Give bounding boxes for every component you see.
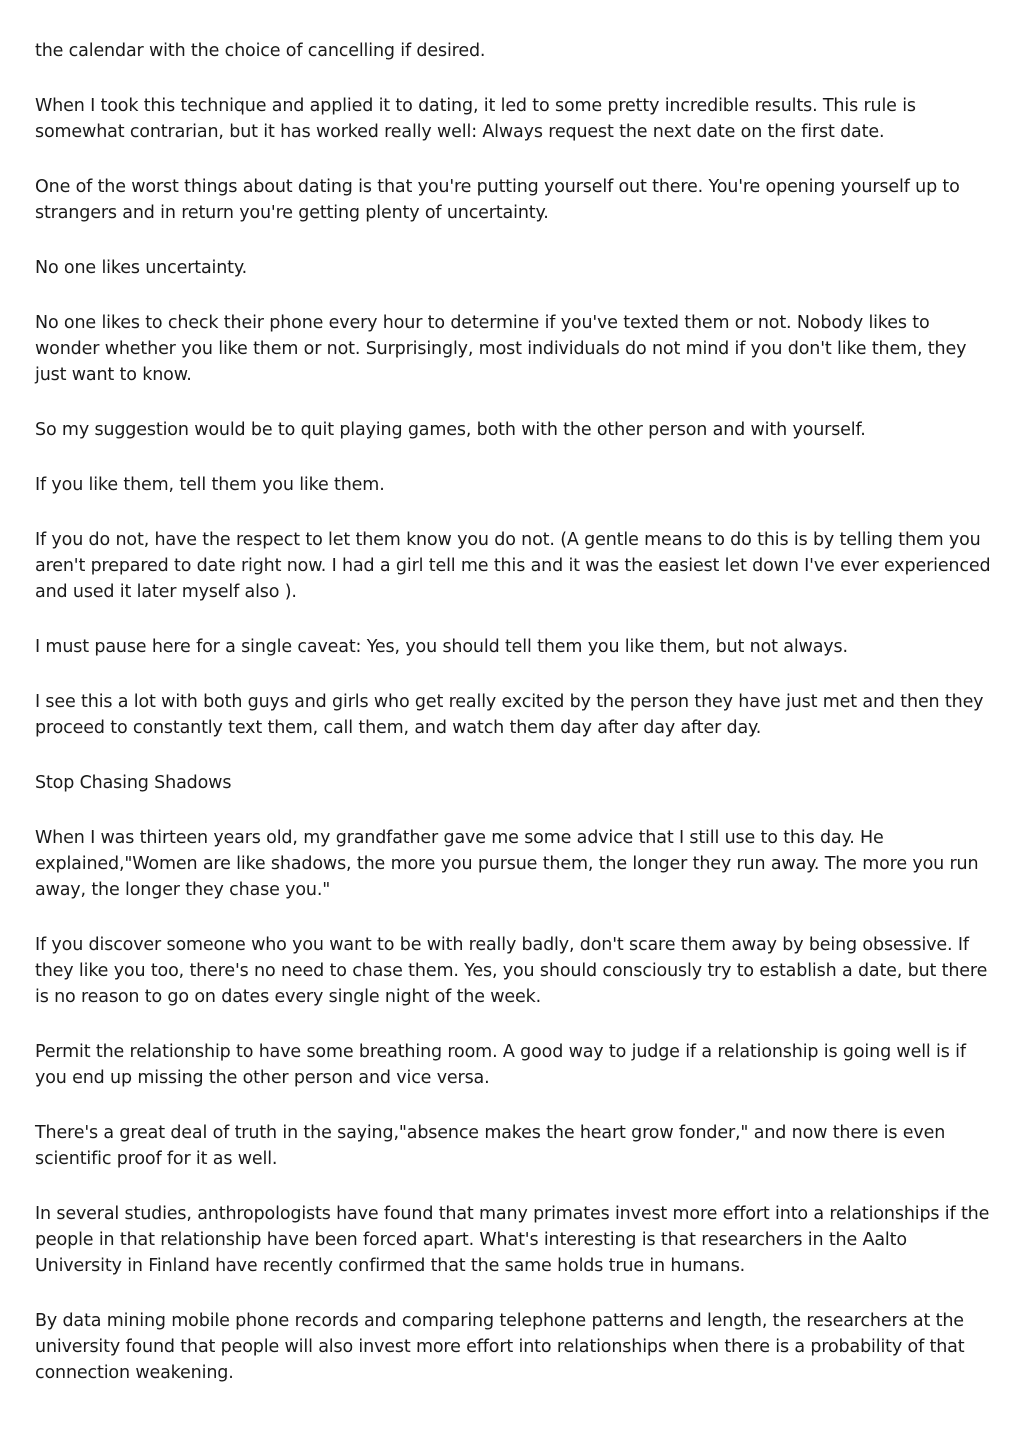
- paragraph-calendar-continuation: the calendar with the choice of cancelling if desired.: [35, 41, 486, 61]
- paragraph-worst-things: One of the worst things about dating is that you're putting yourself out there. You're opening yourself up to strangers and in return you're getting plenty of uncertainty.: [35, 177, 960, 223]
- paragraph-tell-them: If you like them, tell them you like them.: [35, 475, 385, 495]
- paragraph-absence-fonder: There's a great deal of truth in the saying,"absence makes the heart grow fonder," and now there is even scientific proof for it as well.: [35, 1123, 946, 1169]
- paragraph-anthropologists: In several studies, anthropologists have found that many primates invest more effort into a relationships if the people in that relationship have been forced apart. What's interesting is that researchers in the Aalto University in Finland have recently confirmed that the same holds true in humans.: [35, 1204, 990, 1276]
- paragraph-obsessive: If you discover someone who you want to be with really badly, don't scare them away by being obsessive. If they like you too, there's no need to chase them. Yes, you should consciously try to establish a date, but there is no reason to go on dates every single night of the week.: [35, 935, 988, 1007]
- paragraph-breathing-room: Permit the relationship to have some breathing room. A good way to judge if a relationship is going well is if you end up missing the other person and vice versa.: [35, 1042, 966, 1088]
- document-page: [35, 38, 995, 1415]
- paragraph-caveat: I must pause here for a single caveat: Yes, you should tell them you like them, but not always.: [35, 637, 848, 657]
- paragraph-data-mining: By data mining mobile phone records and comparing telephone patterns and length, the researchers at the university found that people will also invest more effort into relationships when there is a probability of that connection weakening.: [35, 1311, 965, 1383]
- paragraph-grandfather-advice: When I was thirteen years old, my grandfather gave me some advice that I still use to this day. He explained,"Women are like shadows, the more you pursue them, the longer they run away. The more you run away, the longer they chase you.": [35, 828, 979, 900]
- paragraph-quit-playing-games: So my suggestion would be to quit playing games, both with the other person and with yourself.: [35, 420, 866, 440]
- paragraph-check-phone: No one likes to check their phone every hour to determine if you've texted them or not. Nobody likes to wonder whether you like them or not. Surprisingly, most individuals do not mind if you don't like them, they just want to know.: [35, 313, 967, 385]
- section-heading-stop-chasing-shadows: Stop Chasing Shadows: [35, 773, 232, 793]
- paragraph-excited: I see this a lot with both guys and girls who get really excited by the person they have just met and then they proceed to constantly text them, call them, and watch them day after day after day.: [35, 692, 984, 738]
- paragraph-next-date-rule: When I took this technique and applied it to dating, it led to some pretty incredible results. This rule is somewhat contrarian, but it has worked really well: Always request the next date on the first date.: [35, 96, 916, 142]
- paragraph-respect: If you do not, have the respect to let them know you do not. (A gentle means to do this is by telling them you aren't prepared to date right now. I had a girl tell me this and it was the easiest let down I've ever experienced and used it later myself also ).: [35, 530, 991, 602]
- paragraph-no-one-likes-uncertainty: No one likes uncertainty.: [35, 258, 248, 278]
